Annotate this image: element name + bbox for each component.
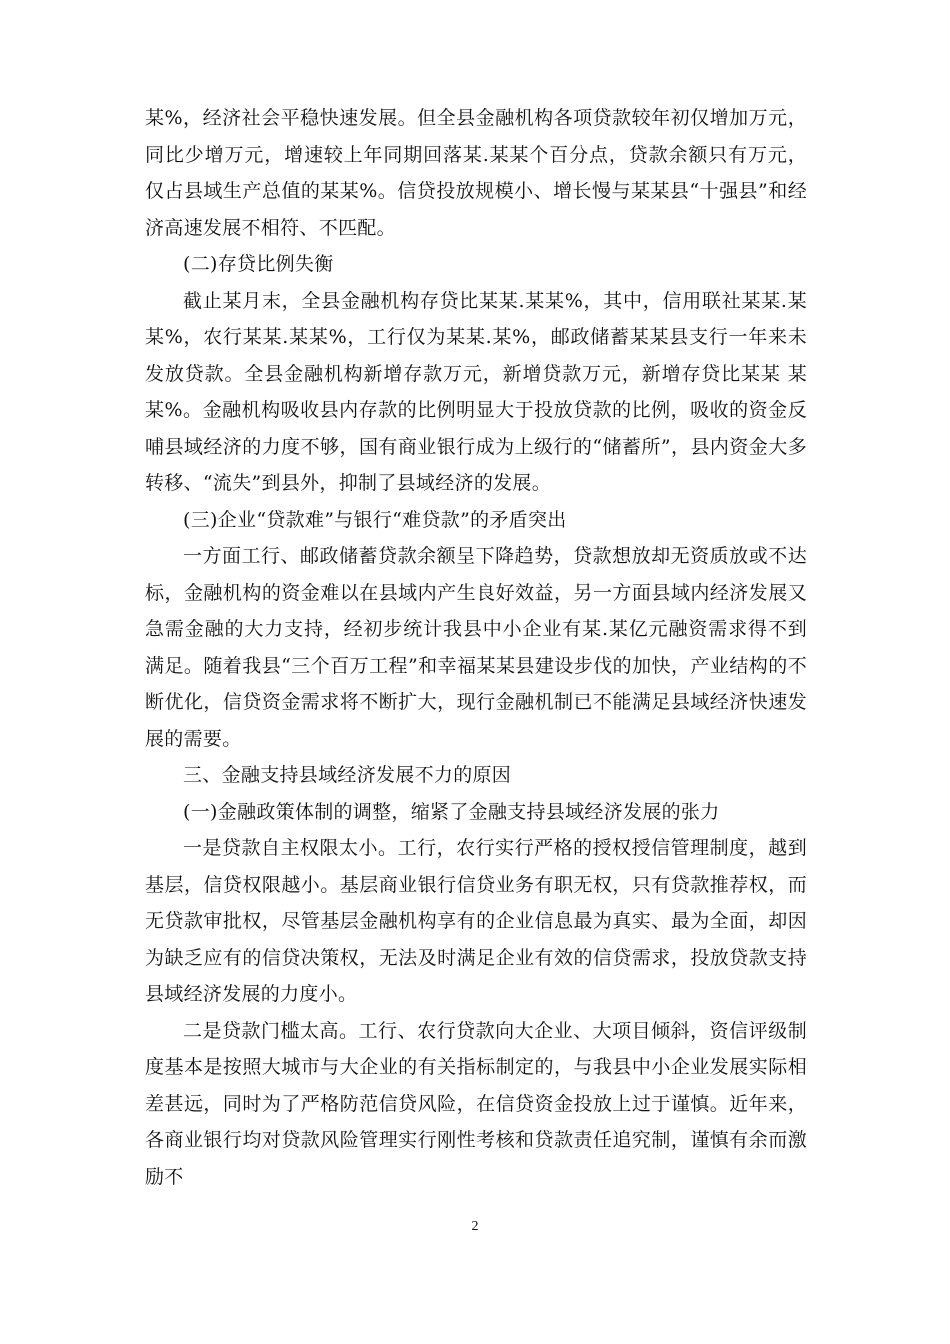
section-heading: 三、金融支持县域经济发展不力的原因 <box>183 764 512 786</box>
body-paragraph: 一是贷款自主权限太小。工行，农行实行严格的授权授信管理制度，越到基层，信贷权限越小。基层商业银行信贷业务有职无权，只有贷款推荐权，而无贷款审批权，尽管基层金融机构享有的企业信息最为真实、最为全面，却因为缺乏应有的信贷决策权，无法及时满足企业有效的信贷需求，投放贷款支持县域经济发展的力度小。 <box>145 837 807 1005</box>
document-body <box>145 100 807 1195</box>
section-heading: (二)存贷比例失衡 <box>183 253 334 275</box>
section-heading: (三)企业“贷款难”与银行“难贷款”的矛盾突出 <box>183 508 567 531</box>
body-paragraph: 一方面工行、邮政储蓄贷款余额呈下降趋势，贷款想放却无资质放或不达标，金融机构的资金难以在县域内产生良好效益，另一方面县域内经济发展又急需金融的大力支持，经初步统计我县中小企业有某.某亿元融资需求得不到满足。随着我县“三个百万工程”和幸福某某县建设步伐的加快，产业结构的不断优化，信贷资金需求将不断扩大，现行金融机制已不能满足县域经济快速发展的需要。 <box>145 545 807 750</box>
body-paragraph: 截止某月末，全县金融机构存贷比某某.某某%，其中，信用联社某某.某某%，农行某某.某某%，工行仅为某某.某%，邮政储蓄某某县支行一年来未发放贷款。全县金融机构新增存款万元，新增贷款万元，新增存贷比某某 某某%。金融机构吸收县内存款的比例明显大于投放贷款的比例，吸收的资金反哺县域经济的力度不够，国有商业银行成为上级行的“储蓄所”，县内资金大多转移、“流失”到县外，抑制了县域经济的发展。 <box>145 289 807 494</box>
body-paragraph: 二是贷款门槛太高。工行、农行贷款向大企业、大项目倾斜，资信评级制度基本是按照大城市与大企业的有关指标制定的，与我县中小企业发展实际相差甚远，同时为了严格防范信贷风险，在信贷资金投放上过于谨慎。近年来，各商业银行均对贷款风险管理实行刚性考核和贷款责任追究制，谨慎有余而激励不 <box>145 1019 807 1188</box>
page-number: 2 <box>471 1219 479 1234</box>
subsection-heading: (一)金融政策体制的调整，缩紧了金融支持县域经济发展的张力 <box>183 800 720 823</box>
body-paragraph: 某%，经济社会平稳快速发展。但全县金融机构各项贷款较年初仅增加万元，同比少增万元，增速较上年同期回落某.某某个百分点，贷款余额只有万元，仅占县域生产总值的某某%。信贷投放规模小、增长慢与某某县“十强县”和经济高速发展不相符、不匹配。 <box>145 107 807 239</box>
